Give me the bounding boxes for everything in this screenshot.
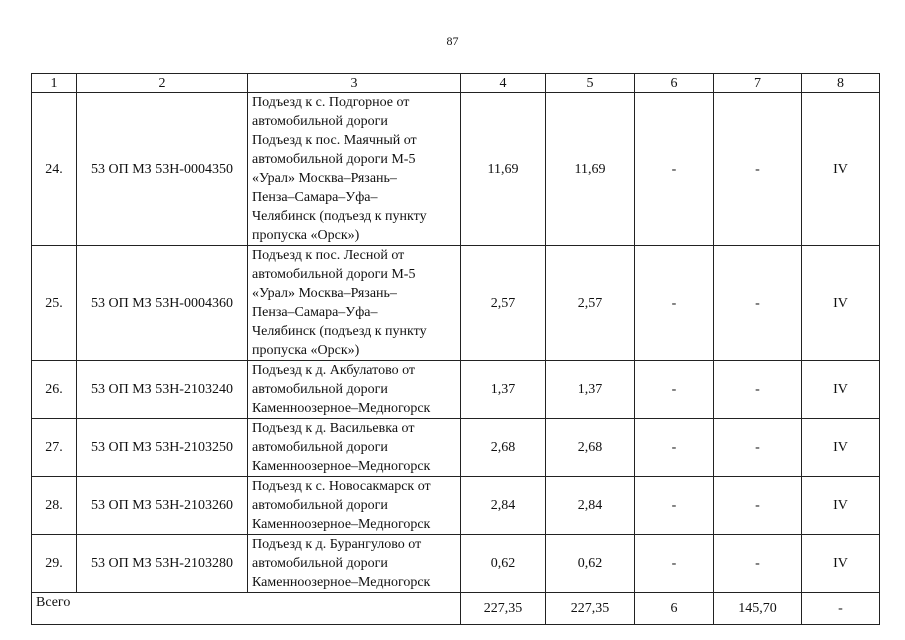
- value-col-7: -: [714, 246, 802, 361]
- value-col-7: -: [714, 419, 802, 477]
- road-name: [248, 246, 461, 361]
- column-header: 4: [461, 74, 546, 93]
- value-col-8: IV: [802, 477, 880, 535]
- value-col-6: -: [635, 93, 714, 246]
- value-col-4: 2,68: [461, 419, 546, 477]
- road-code: 53 ОП МЗ 53Н-0004350: [77, 93, 248, 246]
- value-col-5: 11,69: [546, 93, 635, 246]
- value-col-8: IV: [802, 93, 880, 246]
- road-name-line: Подъезд к д. Бурангулово от: [252, 537, 422, 552]
- value-col-4: 1,37: [461, 361, 546, 419]
- total-value-col-8: -: [802, 593, 880, 625]
- value-col-7: -: [714, 477, 802, 535]
- table-row: [32, 93, 880, 246]
- road-name: [248, 93, 461, 246]
- column-header: 3: [248, 74, 461, 93]
- road-code: 53 ОП МЗ 53Н-0004360: [77, 246, 248, 361]
- value-col-6: -: [635, 246, 714, 361]
- road-name-line: Подъезд к с. Новосакмарск от: [252, 479, 431, 494]
- value-col-5: 2,68: [546, 419, 635, 477]
- road-name-line: Каменноозерное–Медногорск: [252, 459, 431, 474]
- road-name-line: автомобильной дороги: [252, 382, 388, 397]
- total-label: Всего: [32, 593, 461, 625]
- value-col-7: -: [714, 361, 802, 419]
- road-code: 53 ОП МЗ 53Н-2103260: [77, 477, 248, 535]
- road-name-line: Подъезд к д. Васильевка от: [252, 421, 415, 436]
- road-name-line: пропуска «Орск»): [252, 228, 360, 243]
- value-col-5: 2,57: [546, 246, 635, 361]
- value-col-6: -: [635, 419, 714, 477]
- value-col-5: 0,62: [546, 535, 635, 593]
- column-header: 1: [32, 74, 77, 93]
- road-name-line: Пенза–Самара–Уфа–: [252, 190, 378, 205]
- road-code: 53 ОП МЗ 53Н-2103240: [77, 361, 248, 419]
- road-name-line: Подъезд к с. Подгорное от: [252, 95, 410, 110]
- road-name: [248, 477, 461, 535]
- road-name-line: автомобильной дороги: [252, 440, 388, 455]
- road-name-line: автомобильной дороги: [252, 498, 388, 513]
- column-header: 8: [802, 74, 880, 93]
- row-number: 28.: [32, 477, 77, 535]
- road-name-line: Каменноозерное–Медногорск: [252, 575, 431, 590]
- road-name-line: Челябинск (подъезд к пункту: [252, 209, 427, 224]
- column-header: 7: [714, 74, 802, 93]
- value-col-5: 1,37: [546, 361, 635, 419]
- road-code: 53 ОП МЗ 53Н-2103250: [77, 419, 248, 477]
- total-value-col-5: 227,35: [546, 593, 635, 625]
- table-row: [32, 419, 880, 477]
- value-col-6: -: [635, 361, 714, 419]
- value-col-8: IV: [802, 246, 880, 361]
- road-name-line: Пенза–Самара–Уфа–: [252, 305, 378, 320]
- value-col-5: 2,84: [546, 477, 635, 535]
- value-col-4: 11,69: [461, 93, 546, 246]
- total-value-col-7: 145,70: [714, 593, 802, 625]
- road-name-line: пропуска «Орск»): [252, 343, 360, 358]
- row-number: 24.: [32, 93, 77, 246]
- value-col-7: -: [714, 93, 802, 246]
- page-number: 87: [446, 34, 459, 48]
- total-row: [32, 593, 880, 625]
- road-name-line: Каменноозерное–Медногорск: [252, 401, 431, 416]
- road-name: [248, 361, 461, 419]
- total-value-col-6: 6: [635, 593, 714, 625]
- value-col-4: 2,57: [461, 246, 546, 361]
- row-number: 26.: [32, 361, 77, 419]
- road-code: 53 ОП МЗ 53Н-2103280: [77, 535, 248, 593]
- road-name-line: автомобильной дороги М-5: [252, 267, 416, 282]
- road-name-line: Подъезд к д. Акбулатово от: [252, 363, 416, 378]
- value-col-8: IV: [802, 419, 880, 477]
- total-value-col-4: 227,35: [461, 593, 546, 625]
- roads-table: [31, 73, 880, 625]
- value-col-8: IV: [802, 361, 880, 419]
- value-col-6: -: [635, 477, 714, 535]
- road-name-line: «Урал» Москва–Рязань–: [252, 286, 397, 301]
- row-number: 29.: [32, 535, 77, 593]
- road-name-line: автомобильной дороги: [252, 114, 388, 129]
- road-name-line: автомобильной дороги: [252, 556, 388, 571]
- road-name-line: Каменноозерное–Медногорск: [252, 517, 431, 532]
- table-row: [32, 246, 880, 361]
- row-number: 25.: [32, 246, 77, 361]
- road-name-line: Челябинск (подъезд к пункту: [252, 324, 427, 339]
- column-header: 5: [546, 74, 635, 93]
- column-header: 6: [635, 74, 714, 93]
- value-col-4: 2,84: [461, 477, 546, 535]
- road-name-line: «Урал» Москва–Рязань–: [252, 171, 397, 186]
- road-name: [248, 535, 461, 593]
- row-number: 27.: [32, 419, 77, 477]
- value-col-7: -: [714, 535, 802, 593]
- column-header: 2: [77, 74, 248, 93]
- table-row: [32, 477, 880, 535]
- road-name-line: Подъезд к пос. Маячный от: [252, 133, 417, 148]
- value-col-8: IV: [802, 535, 880, 593]
- road-name: [248, 419, 461, 477]
- road-name-line: автомобильной дороги М-5: [252, 152, 416, 167]
- table-row: [32, 361, 880, 419]
- table-row: [32, 535, 880, 593]
- value-col-6: -: [635, 535, 714, 593]
- table-header-row: [32, 74, 880, 93]
- road-name-line: Подъезд к пос. Лесной от: [252, 248, 405, 263]
- value-col-4: 0,62: [461, 535, 546, 593]
